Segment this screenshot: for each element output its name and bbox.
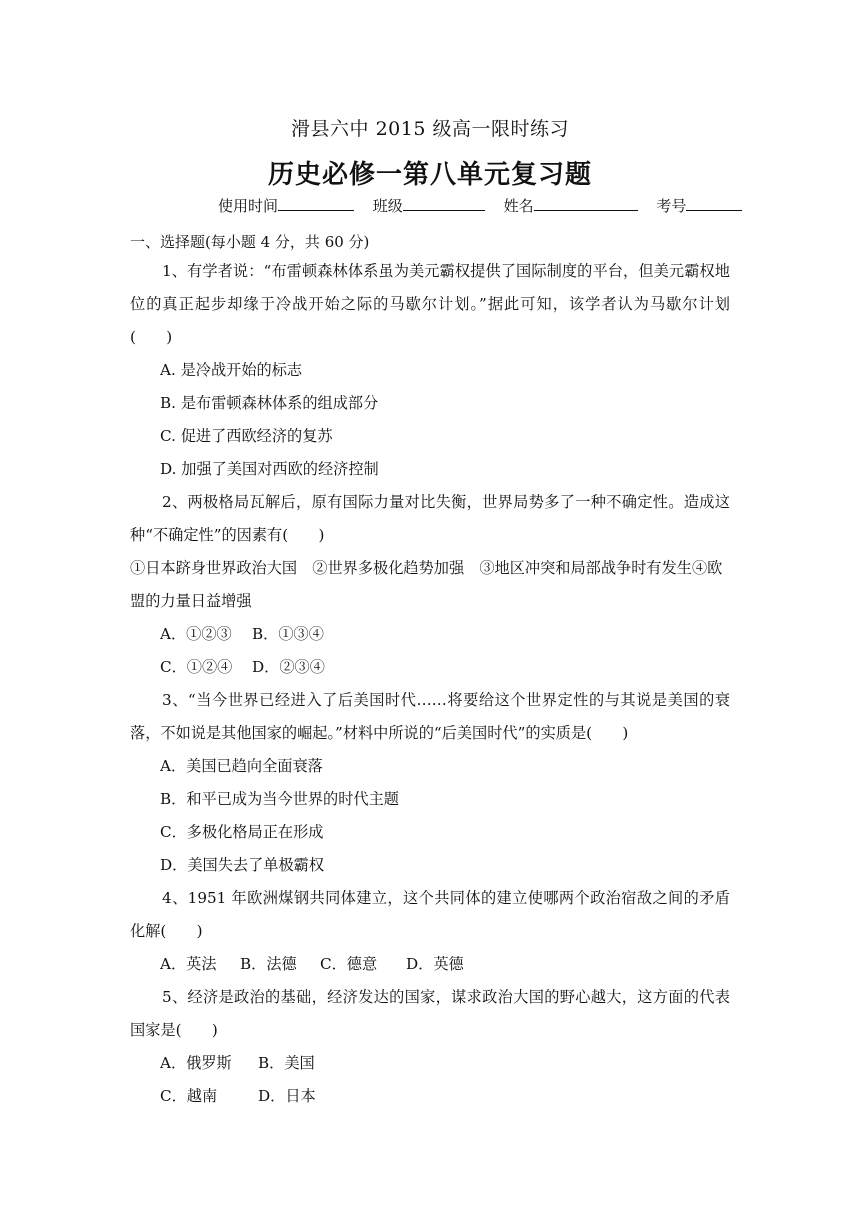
option: D．日本 xyxy=(258,1087,316,1105)
field-name-blank xyxy=(534,196,638,211)
option: A．英法 xyxy=(160,955,217,973)
field-time-label: 使用时间 xyxy=(218,197,279,215)
field-class-blank xyxy=(403,196,485,211)
question-5 xyxy=(130,981,730,1113)
option: D．②③④ xyxy=(252,658,325,676)
student-info-row xyxy=(218,195,738,216)
school-line: 滑县六中 2015 级高一限时练习 xyxy=(291,118,569,140)
option: A．俄罗斯 xyxy=(160,1054,232,1072)
field-time xyxy=(218,195,354,216)
option: C．德意 xyxy=(320,955,378,973)
option: B．①③④ xyxy=(252,625,324,643)
question-1 xyxy=(130,255,730,486)
question-stem: 5、经济是政治的基础，经济发达的国家，谋求政治大国的野心越大，这方面的代表国家是( ) xyxy=(130,988,730,1039)
option-row xyxy=(130,1047,730,1080)
question-2 xyxy=(130,486,730,684)
field-class xyxy=(373,195,485,216)
option: A. 是冷战开始的标志 xyxy=(160,361,303,379)
question-stem: 2、两极格局瓦解后，原有国际力量对比失衡，世界局势多了一种不确定性。造成这种“不确定性”的因素有( ) xyxy=(130,493,730,544)
option: B. 是布雷顿森林体系的组成部分 xyxy=(160,394,379,412)
option-row xyxy=(130,1080,730,1113)
option: B．法德 xyxy=(240,955,297,973)
field-exam-no xyxy=(656,195,742,216)
question-items: ①日本跻身世界政治大国 ②世界多极化趋势加强 ③地区冲突和局部战争时有发生④欧盟的力量日益增强 xyxy=(130,559,723,610)
field-time-blank xyxy=(278,196,354,211)
option: C．多极化格局正在形成 xyxy=(160,823,324,841)
field-exam-no-blank xyxy=(686,196,742,211)
field-name-label: 姓名 xyxy=(503,197,534,215)
option: C．越南 xyxy=(160,1087,218,1105)
option: D．英德 xyxy=(406,955,464,973)
option: A．美国已趋向全面衰落 xyxy=(160,757,323,775)
question-stem: 1、有学者说：“布雷顿森林体系虽为美元霸权提供了国际制度的平台，但美元霸权地位的真正起步却缘于冷战开始之际的马歇尔计划。”据此可知，该学者认为马歇尔计划( ) xyxy=(130,262,730,346)
option: D．美国失去了单极霸权 xyxy=(160,856,325,874)
option: B．和平已成为当今世界的时代主题 xyxy=(160,790,399,808)
questions-body xyxy=(130,255,730,1113)
option: D. 加强了美国对西欧的经济控制 xyxy=(160,460,379,478)
field-exam-no-label: 考号 xyxy=(656,197,687,215)
question-3 xyxy=(130,684,730,882)
field-class-label: 班级 xyxy=(372,197,403,215)
option: A．①②③ xyxy=(160,625,232,643)
section-heading: 一、选择题(每小题 4 分，共 60 分) xyxy=(130,233,370,251)
option: B．美国 xyxy=(258,1054,315,1072)
question-4 xyxy=(130,882,730,981)
option-row xyxy=(130,618,730,651)
option-row xyxy=(130,948,730,981)
question-stem: 3、“当今世界已经进入了后美国时代……将要给这个世界定性的与其说是美国的衰落，不如说是其他国家的崛起。”材料中所说的“后美国时代”的实质是( ) xyxy=(130,691,730,742)
question-stem: 4、1951 年欧洲煤钢共同体建立，这个共同体的建立使哪两个政治宿敌之间的矛盾化解( ) xyxy=(130,889,730,940)
option: C．①②④ xyxy=(160,658,233,676)
field-name xyxy=(504,195,638,216)
option: C. 促进了西欧经济的复苏 xyxy=(160,427,333,445)
page-title: 历史必修一第八单元复习题 xyxy=(267,160,592,190)
option-row xyxy=(130,651,730,684)
